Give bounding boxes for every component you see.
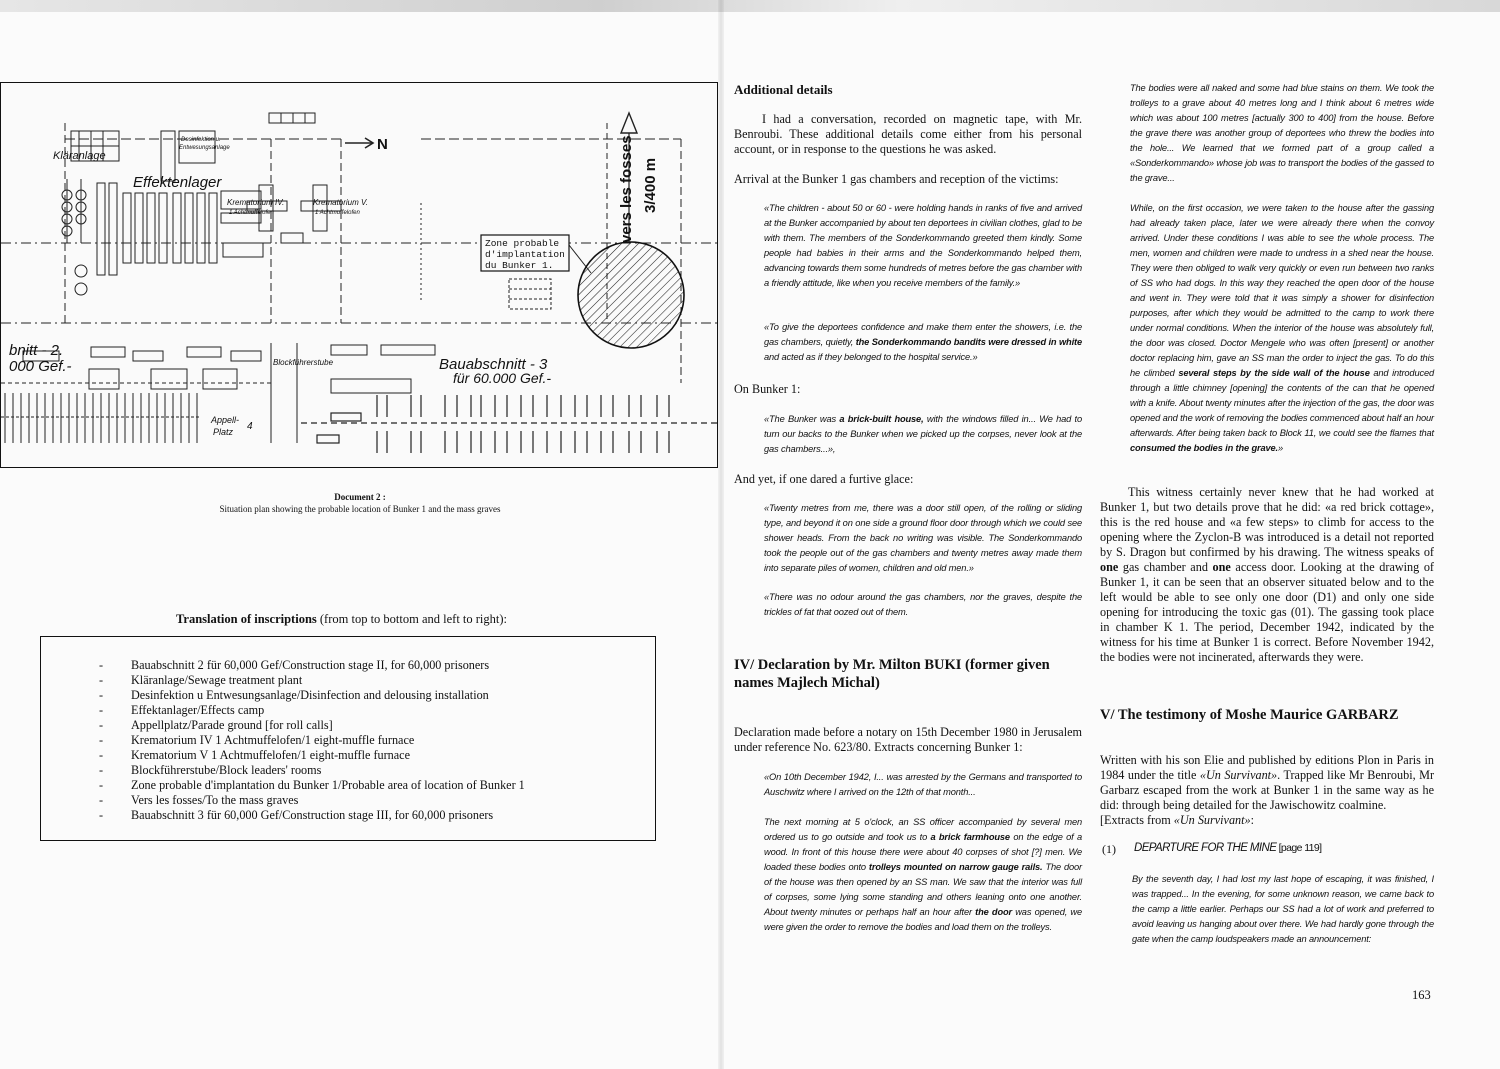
vers-les-fosses-label: vers les fosses: [618, 135, 635, 243]
quote-first-occasion: [1130, 201, 1434, 456]
quote-next-morning-c: on the edge of a wood. In front of this house there were about 40 corpses of shot [?] men. We loaded these bodies onto: [764, 832, 1082, 872]
label-platz: Platz: [213, 427, 234, 437]
intro-paragraph: I had a conversation, recorded on magnetic tape, with Mr. Benroubi. These additional details come either from his personal account, or in response to the questions he was asked.: [734, 112, 1082, 156]
quote-next-morning-g: was opened, we were given the order to remove the bodies and load them on the trolleys.: [764, 907, 1082, 932]
page-number: 163: [1412, 988, 1431, 1002]
translation-item: - Zone probable d'implantation du Bunker 1/Probable area of location of Bunker 1: [99, 778, 645, 793]
quote-bunker: [764, 412, 1082, 457]
subsection-title: [1134, 842, 1321, 854]
translation-title-rest: (from top to bottom and left to right):: [316, 612, 508, 626]
witness-paragraph: [1100, 485, 1434, 665]
additional-details-heading: Additional details: [734, 82, 833, 97]
translation-box: [40, 636, 656, 841]
label-krema4-sub: 1 Achtmuffelofen: [229, 210, 274, 216]
translation-title-bold: Translation of inscriptions: [176, 612, 317, 626]
section-v-intro: [1100, 753, 1434, 828]
translation-list: [99, 658, 645, 823]
quote-confidence-a: «To give the deportees confidence and make them enter the showers, i.e. the gas chambers, quietly,: [764, 322, 1082, 347]
translation-item: - Blockführerstube/Block leaders' rooms: [99, 763, 645, 778]
scan-top-edge: [0, 0, 1500, 12]
quote-first-occasion-e: »: [1277, 443, 1283, 453]
label-appell: Appell-: [211, 415, 240, 425]
quote-next-morning-d: trolleys mounted on narrow gauge rails.: [868, 862, 1043, 872]
label-entwesung: Entwesungsanlage: [179, 145, 230, 151]
subsection-title-text: DEPARTURE FOR THE MINE: [1134, 842, 1277, 854]
translation-item: - Desinfektion u Entwesungsanlage/Disinfection and delousing installation: [99, 688, 645, 703]
section-v-intro-a: Written with his son Elie and published by editions Plon in Paris in 1984 under the title: [1100, 753, 1434, 782]
document-caption-title: Document 2 :: [334, 492, 386, 502]
section-iv-intro: Declaration made before a notary on 15th December 1980 in Jerusalem under reference No. 623/80. Extracts concerning Bunker 1:: [734, 725, 1082, 754]
section-v-title: V/ The testimony of Moshe Maurice GARBARZ: [1100, 707, 1399, 723]
distance-label: 3/400 m: [642, 157, 659, 213]
quote-first-occasion-b: several steps by the side wall of the house: [1178, 368, 1370, 378]
barrack-rows-left: [1, 393, 201, 443]
document-caption-text: Situation plan showing the probable location of Bunker 1 and the mass graves: [219, 504, 501, 514]
witness-one-2: one: [1212, 560, 1231, 574]
quote-confidence-c: and acted as if they belonged to the hospital service.»: [764, 352, 978, 362]
label-bauabschnitt-2: bnitt - 2.: [9, 342, 64, 359]
translation-item: - Krematorium IV 1 Achtmuffelofen/1 eight-muffle furnace: [99, 733, 645, 748]
translation-item: - Effektanlager/Effects camp: [99, 703, 645, 718]
witness-c: access door. Looking at the drawing of Bunker 1, it can be seen that an observer situated below and to the left would be able to see only one door (D1) and only one side opening for introducing the toxic gas (01). The gassing took place in chamber K 1. The period, December 1942, indicated by the witness for his time at Bunker 1 is correct. Before November 1942, the bodies were not incinerated, afterwards they were.: [1100, 560, 1434, 664]
label-platz-num: 4: [247, 421, 253, 432]
translation-item: - Bauabschnitt 2 für 60,000 Gef/Construction stage II, for 60,000 prisoners: [99, 658, 645, 673]
quote-next-morning-e: The door of the house was then opened by an SS man. We saw that the interior was full of corpses, some lying some standing and others leaning onto one another. About twenty minutes or perhaps half an hour after: [764, 862, 1083, 917]
on-bunker-heading: On Bunker 1:: [734, 382, 801, 396]
translation-item: - Kläranlage/Sewage treatment plant: [99, 673, 645, 688]
quote-confidence: [764, 320, 1082, 365]
north-label: N: [377, 136, 388, 153]
witness-a: This witness certainly never knew that he had worked at Bunker 1, but two details prove that he did: «a red brick cottage», this is the red house and «a few steps» to climb for access to the opening where the Zyclon-B was introduced is a detail not reported by S. Dragon but confirmed by his drawing. The witness speaks of: [1100, 485, 1434, 559]
quote-bodies-naked: The bodies were all naked and some had blue stains on them. We took the trolleys to a grave about 40 metres long and I think about 6 metres wide which was about 100 metres [actually 300 to 400] from the house. Before the grave there was another group of deportees who threw the bodies into the hole... We learned that we formed part of a group called a «Sonderkommando» whose job was to transport the bodies of the gassed to the grave...: [1130, 83, 1434, 183]
quote-next-morning-f: the door: [975, 907, 1012, 917]
situation-plan: [0, 82, 718, 468]
quote-arrested: «On 10th December 1942, I... was arrested by the Germans and transported to Auschwitz where I arrived on the 12th of that month...: [764, 772, 1082, 797]
quote-seventh-day: By the seventh day, I had lost my last hope of escaping, it was finished, I was trapped... In the evening, for some unknown reason, we came back to the camp a little earlier. Perhaps our SS had a lot of work and preferred to avoid leaving us hanging about over there. We had hardly gone through the gate when the camp loudspeakers made an announcement:: [1132, 874, 1434, 944]
label-krema5-sub: 1 Achtmuffelofen: [315, 210, 360, 216]
label-effektenlager: Effektenlager: [133, 174, 222, 191]
subsection-number: (1): [1102, 842, 1116, 856]
mass-graves-circle: [578, 242, 684, 348]
label-krema4: Krematorium IV.: [227, 198, 285, 207]
label-bauabschnitt-2-b: 000 Gef.-: [9, 358, 72, 375]
quote-first-occasion-d: consumed the bodies in the grave.: [1130, 443, 1278, 453]
zone-box-line-3: du Bunker 1.: [485, 260, 554, 271]
quote-no-odour: «There was no odour around the gas chambers, nor the graves, despite the trickles of fat that oozed out of them.: [764, 592, 1082, 617]
page-gutter: [718, 0, 724, 1069]
translation-item: - Appellplatz/Parade ground [for roll calls]: [99, 718, 645, 733]
quote-next-morning-a: The next morning at 5 o'clock, an SS officer accompanied by several men ordered us to go outside and took us to: [764, 817, 1082, 842]
translation-item: - Bauabschnitt 3 für 60,000 Gef/Construction stage III, for 60,000 prisoners: [99, 808, 645, 823]
quote-bunker-c: with the windows filled in... We had to turn our backs to the Bunker when we picked up the corpses, never look at the gas chambers...»,: [764, 414, 1083, 454]
quote-first-occasion-c: and introduced through a little chimney [opening] the contents of the can that he opened with a knife. About twenty minutes after the injection of the gas, the door was opened and the work of removing the bodies commenced about half an hour afterwards. After being taken back to Block 11, we could see the flames that: [1130, 368, 1434, 438]
label-blockfuhrerstube: Blockführerstube: [273, 358, 334, 367]
section-v-intro-b: . Trapped like Mr Benroubi, Mr Garbarz escaped from the work at Bunker 1 in the same way as he did: through being detailed for the Jawischowitz coalmine.: [1100, 768, 1435, 812]
witness-one-1: one: [1100, 560, 1119, 574]
section-v-extract-b: :: [1250, 813, 1255, 827]
translation-title: [176, 612, 507, 627]
quote-children: «The children - about 50 or 60 - were holding hands in ranks of five and arrived at the Bunker accompanied by about ten deportees in civilian clothes, glad to be with them. The members of the Sonderkommando greeted them kindly. Some people had babies in their arms and the Sonderkommando helped them, advancing towards them some hundreds of metres before the gas chamber with a friendly attitude, like when you receive members of the family.»: [764, 203, 1082, 288]
barrack-rows-right: [301, 395, 717, 453]
plan-drawing: [1, 83, 717, 467]
label-bauabschnitt-3-b: für 60.000 Gef.-: [453, 370, 552, 386]
zone-box-line-2: d'implantation: [485, 249, 565, 260]
arrival-paragraph: Arrival at the Bunker 1 gas chambers and reception of the victims:: [734, 172, 1059, 186]
section-iv-title: IV/ Declaration by Mr. Milton BUKI (former given names Majlech Michal): [734, 657, 1050, 691]
translation-item: - Vers les fosses/To the mass graves: [99, 793, 645, 808]
translation-item: - Krematorium V 1 Achtmuffelofen/1 eight-muffle furnace: [99, 748, 645, 763]
document-caption: [0, 491, 720, 515]
label-desinfektion: Desinfektion u.: [181, 137, 221, 143]
and-yet-paragraph: And yet, if one dared a furtive glace:: [734, 472, 914, 486]
label-klaranlage: Kläranlage: [53, 150, 106, 162]
quote-first-occasion-a: While, on the first occasion, we were taken to the house after the gassing had already taken place, later we were already there when the convoy arrived. Under these conditions I was able to see the whole process. The men, women and children were made to undress in a shed near the house. They were then obliged to walk very quickly or even run between two ranks of SS who had dogs. In this way they reached the open door of the house and went in. They were told that it was simply a shower for disinfection purposes, after which they would be admitted to the camp to work there under normal conditions. When the interior of the house was absolutely full, the door was closed. Doctor Mengele who was often [present] or another doctor replacing him, gave an SS man the order to inject the gas. To do this he climbed: [1130, 203, 1434, 378]
section-v-extract-title: «Un Survivant»: [1173, 813, 1251, 827]
quote-next-morning: [764, 815, 1082, 935]
label-krema5: Krematorium V.: [313, 198, 368, 207]
section-v-extract-a: [Extracts from: [1100, 813, 1174, 827]
subsection-page: [page 119]: [1276, 842, 1322, 854]
section-v-intro-title: «Un Survivant»: [1199, 768, 1278, 782]
label-bauabschnitt-3: Bauabschnitt - 3: [439, 356, 548, 373]
quote-confidence-b: the Sonderkommando bandits were dressed in white: [855, 337, 1082, 347]
quote-bunker-b: a brick-built house,: [839, 414, 924, 424]
quote-bunker-a: «The Bunker was: [764, 414, 840, 424]
quote-twenty-metres: «Twenty metres from me, there was a door still open, of the rolling or sliding type, and beyond it on one side a ground floor door through which we could see shower heads. From the back no writing was visible. The Sonderkommando took the people out of the gas chambers and twenty metres away made them into separate piles of women, children and old men.»: [764, 503, 1082, 573]
witness-b: gas chamber and: [1118, 560, 1213, 574]
quote-next-morning-b: a brick farmhouse: [930, 832, 1010, 842]
zone-box-line-1: Zone probable: [485, 238, 560, 249]
